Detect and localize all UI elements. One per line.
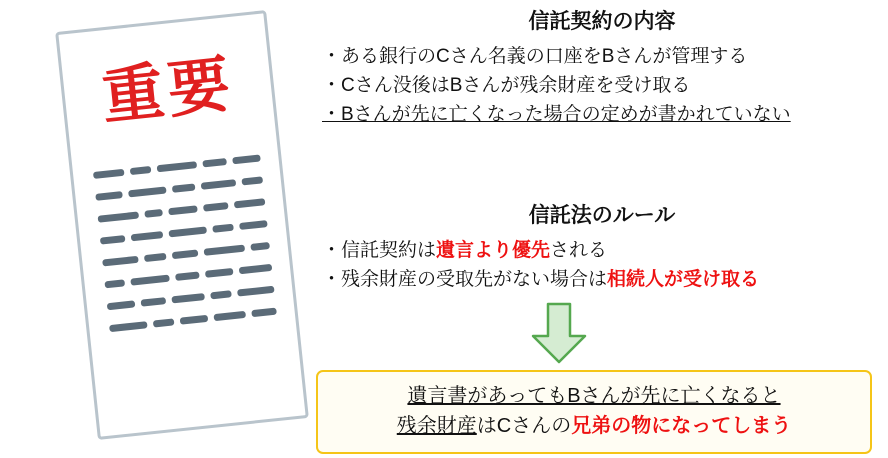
document-text-dash	[251, 242, 270, 251]
down-arrow-icon	[530, 302, 588, 364]
document-text-dash	[234, 198, 265, 208]
document-text-dash	[107, 300, 136, 310]
document-text-dash	[252, 308, 277, 318]
document-text-dash	[100, 235, 125, 245]
document-text-dash	[93, 169, 125, 179]
document-text-dash	[205, 268, 233, 278]
document-text-dash	[130, 166, 151, 175]
law-bullet-list	[322, 236, 882, 295]
document-text-dash	[131, 275, 170, 286]
conclusion-plain-text: 遺言書があってもBさんが先に亡くなると	[407, 385, 781, 407]
document-text-dash	[212, 224, 233, 233]
document-text-dash	[153, 318, 174, 327]
document-text-dash	[172, 183, 196, 192]
law-emphasis-text: 遺言より優先	[436, 239, 551, 261]
document-text-dash	[109, 321, 147, 332]
document-text-dash	[156, 161, 197, 172]
document-text-dash	[238, 264, 272, 274]
document-text-dash	[175, 271, 200, 280]
document-text-dash	[104, 279, 125, 288]
document-text-dash	[203, 158, 228, 167]
trust-law-block	[322, 200, 882, 294]
document-text-dash	[130, 231, 163, 241]
document-text-dash	[214, 311, 247, 321]
conclusion-emphasis-text: 兄弟の物になってしまう	[571, 415, 792, 437]
contract-bullet: ・Cさん没後はBさんが残余財産を受け取る	[322, 74, 691, 96]
document-text-dash	[179, 315, 208, 325]
conclusion-box	[316, 370, 872, 454]
document-text-line	[95, 176, 263, 201]
document-text-dash	[210, 290, 232, 299]
document-text-dash	[98, 211, 140, 222]
law-bullet	[322, 236, 882, 265]
document-text-dash	[241, 176, 263, 185]
document-text-line	[107, 286, 275, 311]
document-text-line	[93, 154, 261, 179]
document-title-text: 重要	[98, 47, 238, 134]
document-text-dash	[128, 186, 167, 197]
conclusion-line-1	[328, 381, 860, 411]
document-text-dash	[143, 253, 166, 262]
document-text-dash	[237, 286, 274, 297]
law-plain-text: ・信託契約は	[322, 239, 437, 261]
document-text-dash	[239, 220, 268, 230]
document-text-dash	[169, 205, 198, 215]
document-text-dash	[204, 245, 246, 256]
document-text-dash	[171, 293, 205, 303]
contract-bullet-list	[322, 42, 882, 130]
contract-bullet: ・ある銀行のCさん名義の口座をBさんが管理する	[322, 45, 748, 67]
document-text-line	[109, 308, 277, 333]
law-plain-text: ・残余財産の受取先がない場合は	[322, 268, 608, 290]
law-plain-text: される	[550, 239, 608, 261]
conclusion-plain-text: はCさんの	[476, 415, 572, 437]
contract-bullet: ・Bさんが先に亡くなった場合の定めが書かれていない	[322, 104, 791, 126]
document-text-dash	[201, 179, 236, 190]
document-text-lines	[93, 154, 278, 347]
document-text-dash	[102, 256, 138, 267]
document-text-dash	[145, 209, 164, 218]
document-text-dash	[172, 249, 199, 259]
document-text-line	[102, 242, 270, 267]
contract-heading: 信託契約の内容	[528, 10, 676, 33]
document-text-dash	[95, 191, 122, 201]
law-emphasis-text: 相続人が受け取る	[607, 268, 760, 290]
document-text-dash	[168, 226, 206, 237]
contract-content-block	[322, 6, 882, 130]
document-text-line	[98, 198, 266, 223]
document-text-dash	[233, 154, 261, 164]
law-bullet	[322, 265, 882, 294]
law-heading: 信託法のルール	[528, 204, 676, 227]
conclusion-line-2	[328, 411, 860, 441]
document-text-line	[104, 264, 272, 289]
document-text-line	[100, 220, 268, 245]
document-paper	[55, 10, 309, 440]
important-document-illustration	[46, 12, 326, 452]
document-text-dash	[203, 202, 229, 212]
conclusion-plain-text: 残余財産	[396, 415, 477, 437]
document-text-dash	[141, 297, 166, 307]
